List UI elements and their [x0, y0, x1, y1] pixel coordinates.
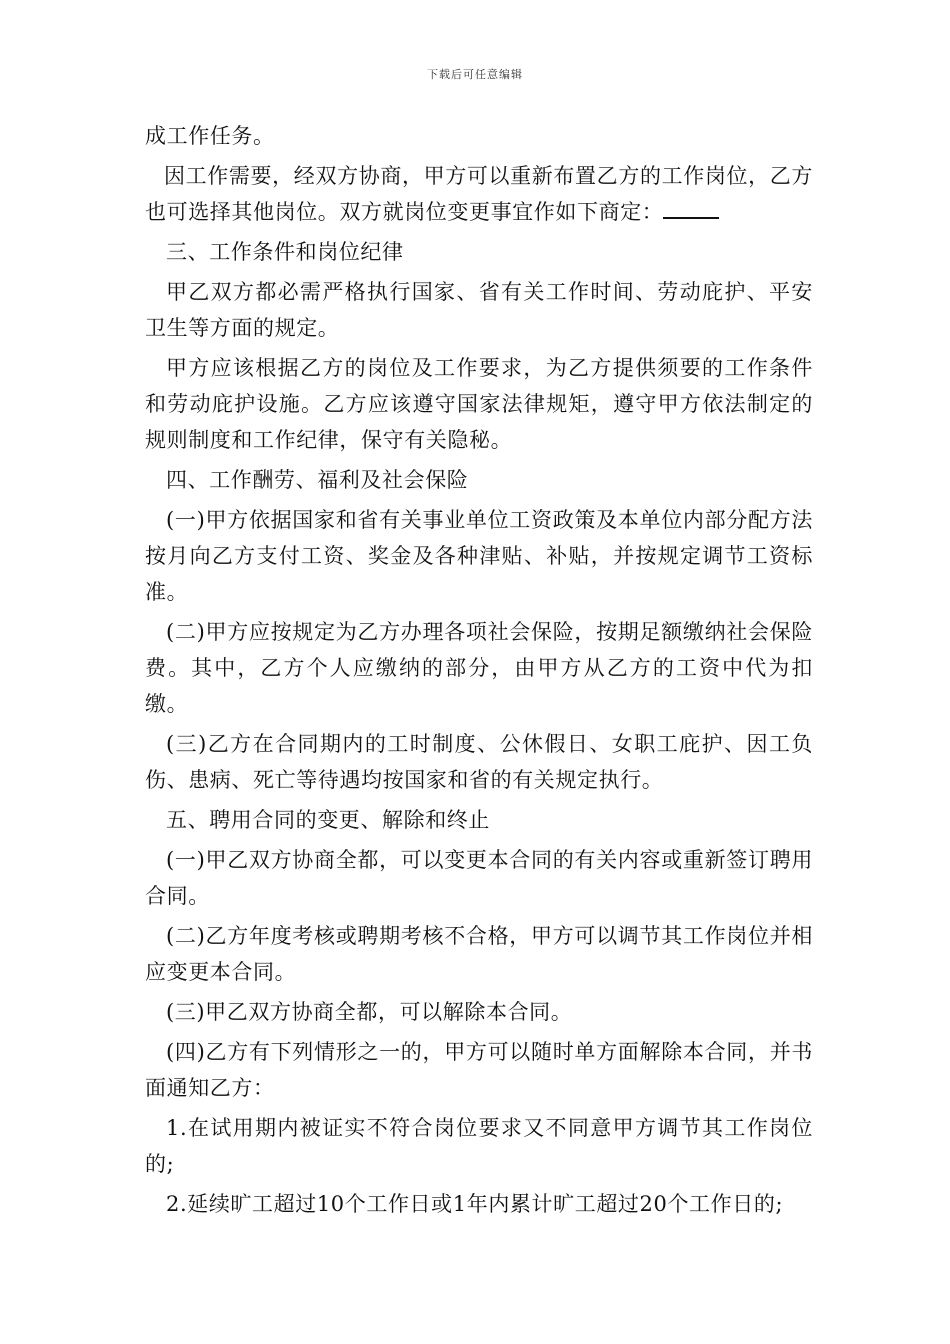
paragraph: (一)甲方依据国家和省有关事业单位工资政策及本单位内部分配方法按月向乙方支付工资、奖金及各种津贴、补贴，并按规定调节工资标准。 [145, 508, 813, 604]
paragraph-text: 因工作需要，经双方协商，甲方可以重新布置乙方的工作岗位，乙方也可选择其他岗位。双方就岗位变更事宜作如下商定： [145, 164, 813, 224]
paragraph: 甲方应该根据乙方的岗位及工作要求，为乙方提供须要的工作条件和劳动庇护设施。乙方应该遵守国家法律规矩，遵守甲方依法制定的规则制度和工作纪律，保守有关隐秘。 [145, 356, 813, 452]
section-heading: 五、聘用合同的变更、解除和终止 [166, 808, 490, 832]
page-header: 下载后可任意编辑 [427, 68, 523, 81]
paragraph: 甲乙双方都必需严格执行国家、省有关工作时间、劳动庇护、平安卫生等方面的规定。 [145, 280, 813, 340]
list-item: 2.延续旷工超过10个工作日或1年内累计旷工超过20个工作日的; [166, 1192, 784, 1216]
list-item: 1.在试用期内被证实不符合岗位要求又不同意甲方调节其工作岗位的; [145, 1116, 813, 1176]
paragraph: 成工作任务。 [145, 124, 275, 148]
fill-in-blank [663, 197, 719, 219]
document-body [145, 118, 813, 1226]
paragraph: (二)甲方应按规定为乙方办理各项社会保险，按期足额缴纳社会保险费。其中，乙方个人应缴纳的部分，由甲方从乙方的工资中代为扣缴。 [145, 620, 813, 716]
section-heading: 四、工作酬劳、福利及社会保险 [166, 468, 469, 492]
paragraph: (三)甲乙双方协商全都，可以解除本合同。 [166, 1000, 573, 1024]
paragraph: (二)乙方年度考核或聘期考核不合格，甲方可以调节其工作岗位并相应变更本合同。 [145, 924, 813, 984]
paragraph: (四)乙方有下列情形之一的，甲方可以随时单方面解除本合同，并书面通知乙方： [145, 1040, 813, 1100]
section-heading: 三、工作条件和岗位纪律 [166, 240, 404, 264]
paragraph: (三)乙方在合同期内的工时制度、公休假日、女职工庇护、因工负伤、患病、死亡等待遇均按国家和省的有关规定执行。 [145, 732, 813, 792]
paragraph: (一)甲乙双方协商全都，可以变更本合同的有关内容或重新签订聘用合同。 [145, 848, 813, 908]
paragraph [145, 158, 813, 230]
